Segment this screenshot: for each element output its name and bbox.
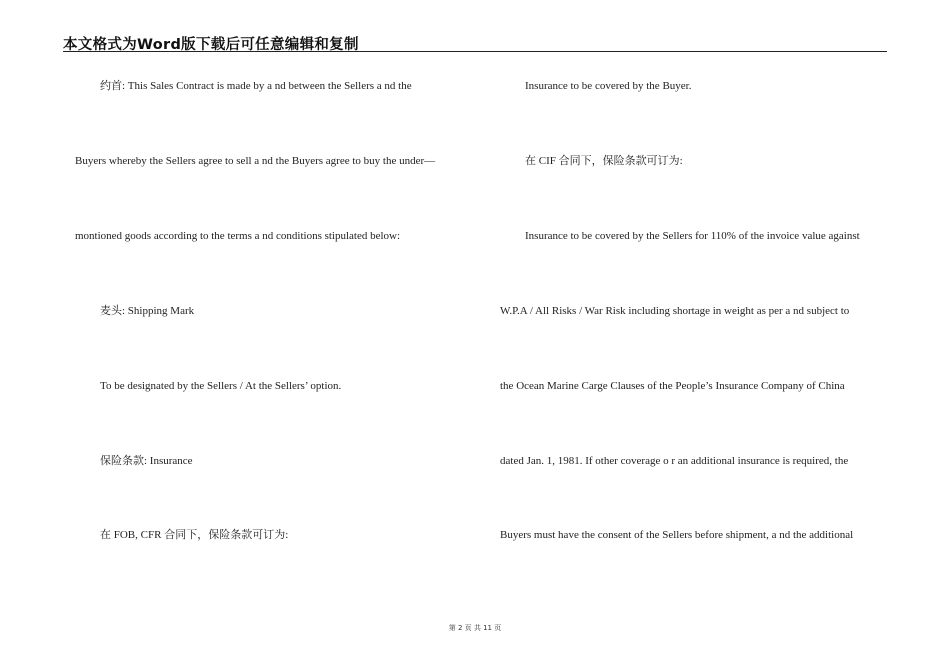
- left-line-5: To be designated by the Sellers / At the Sellers’ option.: [100, 380, 342, 392]
- right-line-7: Buyers must have the consent of the Sellers before shipment, a nd the additional: [500, 529, 854, 541]
- right-line-1: Insurance to be covered by the Buyer.: [525, 80, 692, 92]
- right-line-6: dated Jan. 1, 1981. If other coverage o r an additional insurance is required, the: [500, 455, 849, 467]
- left-line-4: 麦头: Shipping Mark: [100, 305, 195, 317]
- left-line-2: Buyers whereby the Sellers agree to sell a nd the Buyers agree to buy the under—: [75, 155, 436, 167]
- left-line-6: 保险条款: Insurance: [100, 455, 193, 467]
- right-line-4: W.P.A / All Risks / War Risk including shortage in weight as per a nd subject to: [500, 305, 850, 317]
- right-line-5: the Ocean Marine Carge Clauses of the People’s Insurance Company of China: [500, 380, 845, 392]
- right-line-2: 在 CIF 合同下，保险条款可订为:: [525, 155, 683, 167]
- right-line-3: Insurance to be covered by the Sellers for 110% of the invoice value against: [525, 230, 860, 242]
- page-number-footer: 第 2 页 共 11 页: [448, 624, 502, 632]
- header-divider: [63, 51, 887, 52]
- left-line-3: montioned goods according to the terms a nd conditions stipulated below:: [75, 230, 401, 242]
- document-header-title: 本文格式为Word版下载后可任意编辑和复制: [63, 37, 359, 53]
- left-line-1: 约首: This Sales Contract is made by a nd between the Sellers a nd the: [100, 80, 412, 92]
- left-line-7: 在 FOB, CFR 合同下，保险条款可订为:: [100, 529, 289, 541]
